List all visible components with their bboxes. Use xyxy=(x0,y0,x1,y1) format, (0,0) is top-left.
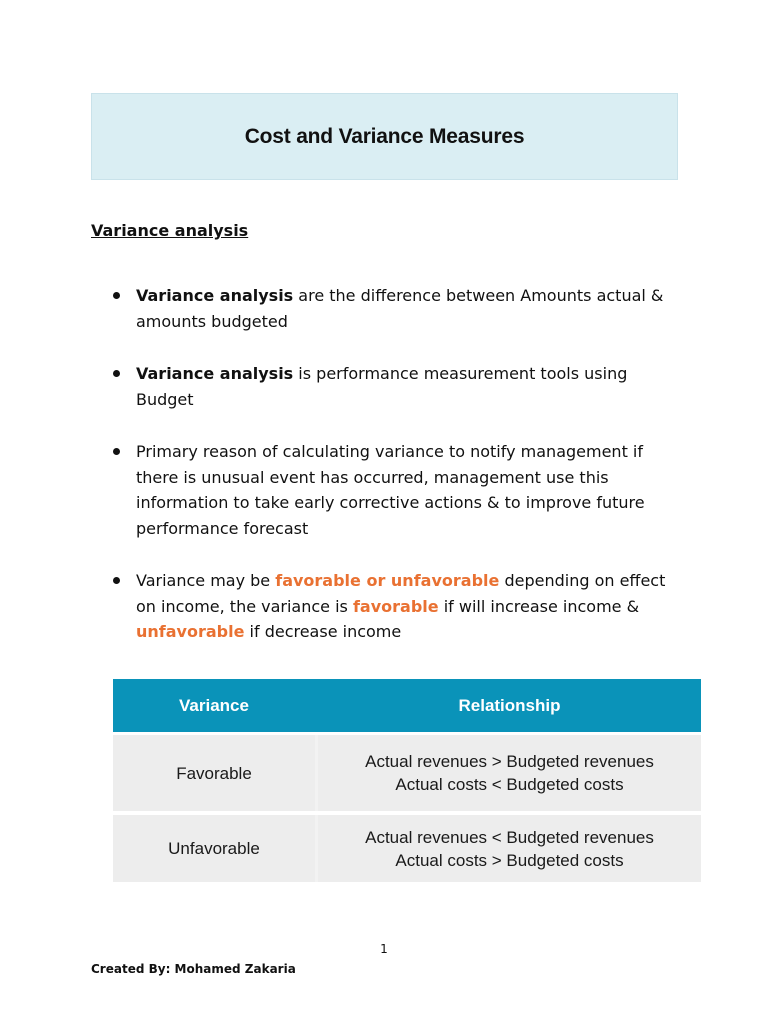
bullet-text: depending on effect on income, the variance is xyxy=(136,571,666,616)
variance-table xyxy=(113,679,701,882)
relationship-line: Actual revenues < Budgeted revenues xyxy=(365,827,654,847)
bullet-text: if will increase income & xyxy=(438,596,640,616)
bullet-text: is performance measurement tools using Budget xyxy=(136,364,628,409)
bullet-text: are the difference between Amounts actual & amounts budgeted xyxy=(136,286,664,331)
bullet-text: if decrease income xyxy=(244,622,402,641)
table-row xyxy=(113,815,701,882)
bullet-bold-term: Variance analysis xyxy=(136,364,294,383)
table-header-row xyxy=(113,679,701,732)
footer-credit: Created By: Mohamed Zakaria xyxy=(91,962,296,976)
bullet-icon xyxy=(113,292,120,299)
list-item xyxy=(109,568,689,645)
cell-relationship xyxy=(318,815,701,882)
bullet-icon xyxy=(113,577,120,584)
bullet-icon xyxy=(113,370,120,377)
list-item xyxy=(109,283,689,334)
relationship-line: Actual revenues > Budgeted revenues xyxy=(365,752,654,771)
bullet-text: Variance may be xyxy=(136,571,276,590)
header-variance: Variance xyxy=(179,695,249,715)
highlight-favorable: favorable xyxy=(352,596,439,616)
title-box xyxy=(91,93,678,180)
header-relationship: Relationship xyxy=(458,695,561,715)
list-item xyxy=(109,361,689,412)
relationship-line: Actual costs < Budgeted costs xyxy=(395,775,624,794)
highlight-unfavorable: unfavorable xyxy=(136,622,245,641)
list-item xyxy=(109,439,689,541)
cell-relationship xyxy=(318,735,701,811)
cell-variance: Unfavorable xyxy=(113,815,315,882)
table-row xyxy=(113,735,701,811)
bullet-bold-term: Variance analysis xyxy=(136,286,294,305)
highlight-favorable-or-unfavorable: favorable or unfavorable xyxy=(275,571,500,590)
cell-variance: Favorable xyxy=(113,735,315,811)
relationship-line: Actual costs > Budgeted costs xyxy=(395,850,624,870)
page-number: 1 xyxy=(380,942,388,956)
bullet-text: Primary reason of calculating variance to notify management if there is unusual event has occurred, management use this information to take early corrective actions & to improve future performance forecast xyxy=(136,442,645,538)
page-title: Cost and Variance Measures xyxy=(244,124,525,148)
bullet-icon xyxy=(113,448,120,455)
bullet-list xyxy=(109,283,689,672)
section-heading: Variance analysis xyxy=(91,221,249,240)
